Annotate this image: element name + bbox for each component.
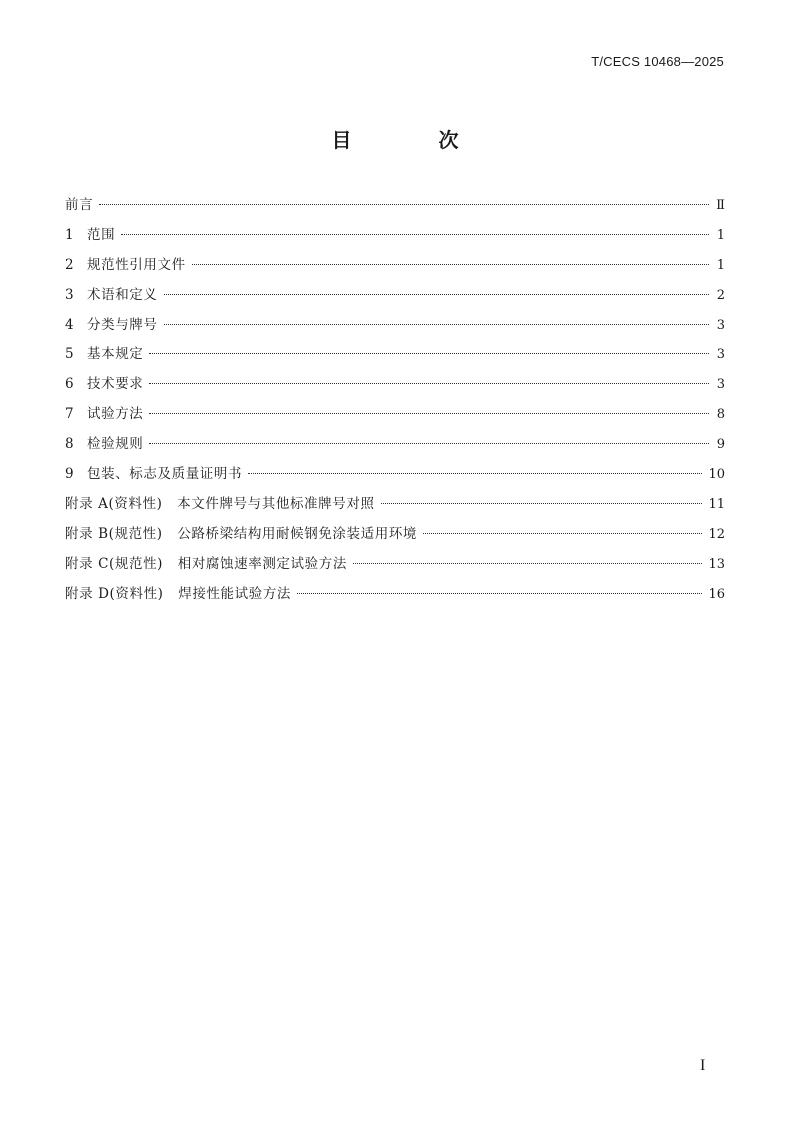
toc-entry-page: 1: [716, 257, 725, 273]
toc-entry-page: 12: [708, 526, 725, 542]
toc-entry-technical-requirements[interactable]: [65, 372, 725, 402]
toc-entry-page: 8: [716, 407, 725, 423]
document-code: T/CECS 10468—2025: [591, 54, 724, 69]
toc-entry-packaging-marking[interactable]: [65, 462, 725, 492]
toc-entry-annex-b[interactable]: [65, 522, 725, 552]
toc-entry-page: 3: [716, 347, 725, 363]
toc-entry-label: 1 范围: [65, 226, 116, 243]
page-number: I: [700, 1057, 706, 1074]
toc-entry-classification-grades[interactable]: [65, 313, 725, 343]
toc-entry-number: 7: [65, 406, 74, 423]
toc-entry-number: 4: [65, 316, 74, 333]
toc-entry-label: 7 试验方法: [65, 406, 144, 423]
toc-entry-page: Ⅱ: [716, 198, 725, 213]
toc-dot-leader: [423, 533, 702, 534]
toc-entry-page: 3: [716, 317, 725, 333]
toc-entry-page: 9: [716, 437, 725, 453]
toc-entry-number: 9: [65, 466, 74, 483]
toc-dot-leader: [164, 294, 710, 295]
toc-dot-leader: [149, 353, 709, 354]
toc-entry-basic-provisions[interactable]: [65, 342, 725, 372]
toc-entry-annex-d[interactable]: [65, 582, 725, 612]
toc-entry-label: 2 规范性引用文件: [65, 256, 186, 273]
toc-entry-annex-a[interactable]: [65, 492, 725, 522]
toc-dot-leader: [353, 563, 703, 564]
toc-entry-test-methods[interactable]: [65, 402, 725, 432]
toc-entry-label: 5 基本规定: [65, 346, 144, 363]
toc-dot-leader: [297, 593, 702, 594]
toc-entry-label: 3 术语和定义: [65, 286, 158, 303]
toc-entry-page: 16: [708, 586, 725, 602]
toc-entry-page: 3: [716, 377, 725, 393]
toc-entry-annex-c[interactable]: [65, 552, 725, 582]
toc-dot-leader: [248, 473, 702, 474]
toc-entry-label: 4 分类与牌号: [65, 316, 158, 333]
toc-entry-number: 3: [65, 286, 74, 303]
toc-entry-page: 1: [716, 227, 725, 243]
toc-entry-number: 2: [65, 256, 74, 273]
toc-entry-label: 6 技术要求: [65, 376, 144, 393]
toc-entry-number: 6: [65, 376, 74, 393]
toc-dot-leader: [381, 503, 703, 504]
toc-dot-leader: [149, 383, 709, 384]
toc-entry-number: 1: [65, 226, 74, 243]
toc-dot-leader: [99, 204, 709, 205]
toc-entry-normative-references[interactable]: [65, 253, 725, 283]
toc-entry-page: 11: [708, 496, 725, 512]
toc-dot-leader: [149, 413, 709, 414]
toc-entry-inspection-rules[interactable]: [65, 432, 725, 462]
toc-entry-label: 前言: [65, 197, 94, 213]
toc-dot-leader: [164, 324, 710, 325]
toc-entry-label: 8 检验规则: [65, 436, 144, 453]
toc-dot-leader: [121, 234, 709, 235]
toc-entry-label: 附录 D(资料性) 焊接性能试验方法: [65, 585, 292, 602]
toc-dot-leader: [192, 264, 709, 265]
toc-entry-terms-definitions[interactable]: [65, 283, 725, 313]
toc-entry-page: 10: [708, 467, 725, 483]
toc-entry-label: 9 包装、标志及质量证明书: [65, 466, 243, 483]
table-of-contents: [65, 193, 725, 611]
toc-entry-number: 5: [65, 346, 74, 363]
toc-entry-label: 附录 A(资料性) 本文件牌号与其他标准牌号对照: [65, 495, 375, 512]
toc-entry-label: 附录 C(规范性) 相对腐蚀速率测定试验方法: [65, 555, 347, 572]
page-title: 目 次: [331, 128, 499, 152]
toc-entry-number: 8: [65, 436, 74, 453]
toc-dot-leader: [149, 443, 709, 444]
toc-entry-foreword[interactable]: [65, 193, 725, 223]
toc-entry-page: 13: [708, 556, 725, 572]
toc-entry-scope[interactable]: [65, 223, 725, 253]
toc-entry-label: 附录 B(规范性) 公路桥梁结构用耐候钢免涂装适用环境: [65, 525, 418, 542]
toc-entry-page: 2: [716, 287, 725, 303]
